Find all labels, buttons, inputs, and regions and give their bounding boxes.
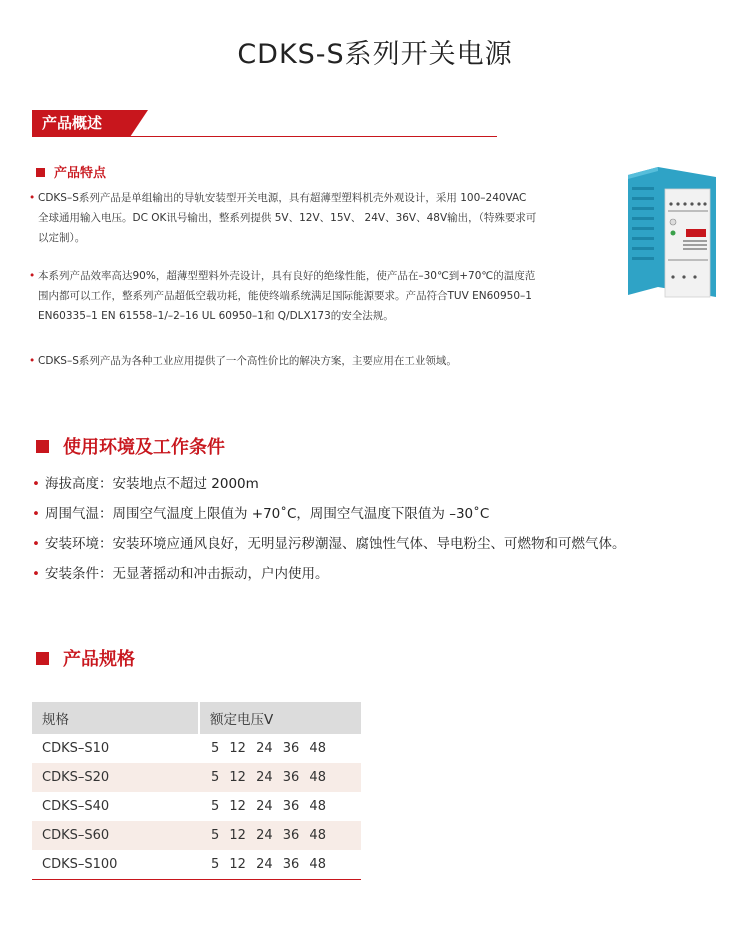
square-marker-icon (36, 440, 49, 453)
conditions-heading: 使用环境及工作条件 (36, 433, 225, 459)
model-cell: CDKS–S20 (32, 763, 199, 792)
specs-table (32, 702, 361, 880)
voltage-cell: 5 12 24 36 48 (199, 850, 361, 880)
overview-tag: 产品概述 (32, 110, 130, 137)
paragraph-line: 全球通用输入电压。DC OK讯号输出，整系列提供 5V、12V、15V、 24V、36V、48V输出，（特殊要求可 (38, 212, 537, 224)
bullet-icon: • (29, 192, 36, 204)
paragraph-line: CDKS–S系列产品是单组输出的导轨安装型开关电源，具有超薄型塑料机壳外观设计，采用 100–240VAC (38, 192, 527, 204)
condition-item: • 海拔高度：安装地点不超过 2000m (32, 476, 259, 492)
bullet-icon: • (32, 506, 40, 522)
model-cell: CDKS–S40 (42, 799, 110, 814)
square-marker-icon (36, 168, 45, 177)
square-marker-icon (36, 652, 49, 665)
paragraph-line: 本系列产品效率高达90%，超薄型塑料外壳设计，具有良好的绝缘性能，使产品在–30℃到+70℃的温度范 (38, 270, 536, 282)
table-row (32, 821, 361, 850)
paragraph-line: 以定制）。 (38, 232, 86, 244)
feature-paragraph-3 (29, 351, 563, 371)
table-header-row (32, 702, 361, 734)
model-cell: CDKS–S10 (42, 741, 110, 756)
power-supply-product-image (628, 167, 718, 302)
table-row (32, 763, 361, 792)
feature-paragraph-1 (29, 188, 563, 248)
table-row (32, 792, 361, 821)
specs-heading: 产品规格 (36, 645, 135, 671)
condition-item: • 安装条件：无显著摇动和冲击振动，户内使用。 (32, 566, 329, 582)
paragraph-line: EN60335–1 EN 61558–1/–2–16 UL 60950–1和 Q/DLX173的安全法规。 (38, 310, 394, 322)
bullet-icon: • (29, 270, 36, 282)
bullet-icon: • (32, 476, 40, 492)
column-header-voltage: 额定电压V (199, 702, 361, 734)
page-title: CDKS-S系列开关电源 (237, 39, 513, 70)
voltage-cell: 5 12 24 36 48 (211, 741, 326, 756)
model-cell: CDKS–S60 (32, 821, 199, 850)
model-cell: CDKS–S100 (32, 850, 199, 880)
paragraph-line: CDKS–S系列产品为各种工业应用提供了一个高性价比的解决方案，主要应用在工业领域。 (38, 355, 457, 367)
paragraph-line: 围内都可以工作，整系列产品超低空载功耗，能使终端系统满足国际能源要求。产品符合TUV EN60950–1 (38, 290, 532, 302)
bullet-icon: • (32, 536, 40, 552)
overview-divider (32, 136, 497, 137)
voltage-cell: 5 12 24 36 48 (199, 821, 361, 850)
overview-tag-tail (130, 110, 148, 137)
bullet-icon: • (29, 355, 36, 367)
features-heading: 产品特点 (36, 162, 106, 181)
voltage-cell: 5 12 24 36 48 (211, 799, 326, 814)
feature-paragraph-2 (29, 266, 563, 326)
table-row (32, 850, 361, 880)
column-header-model: 规格 (32, 702, 199, 734)
condition-item: • 周围气温：周围空气温度上限值为 +70˚C，周围空气温度下限值为 –30˚C (32, 506, 490, 522)
condition-item: • 安装环境：安装环境应通风良好，无明显污秽潮湿、腐蚀性气体、导电粉尘、可燃物和可燃气体。 (32, 536, 626, 552)
voltage-cell: 5 12 24 36 48 (199, 763, 361, 792)
table-row (32, 734, 361, 763)
bullet-icon: • (32, 566, 40, 582)
